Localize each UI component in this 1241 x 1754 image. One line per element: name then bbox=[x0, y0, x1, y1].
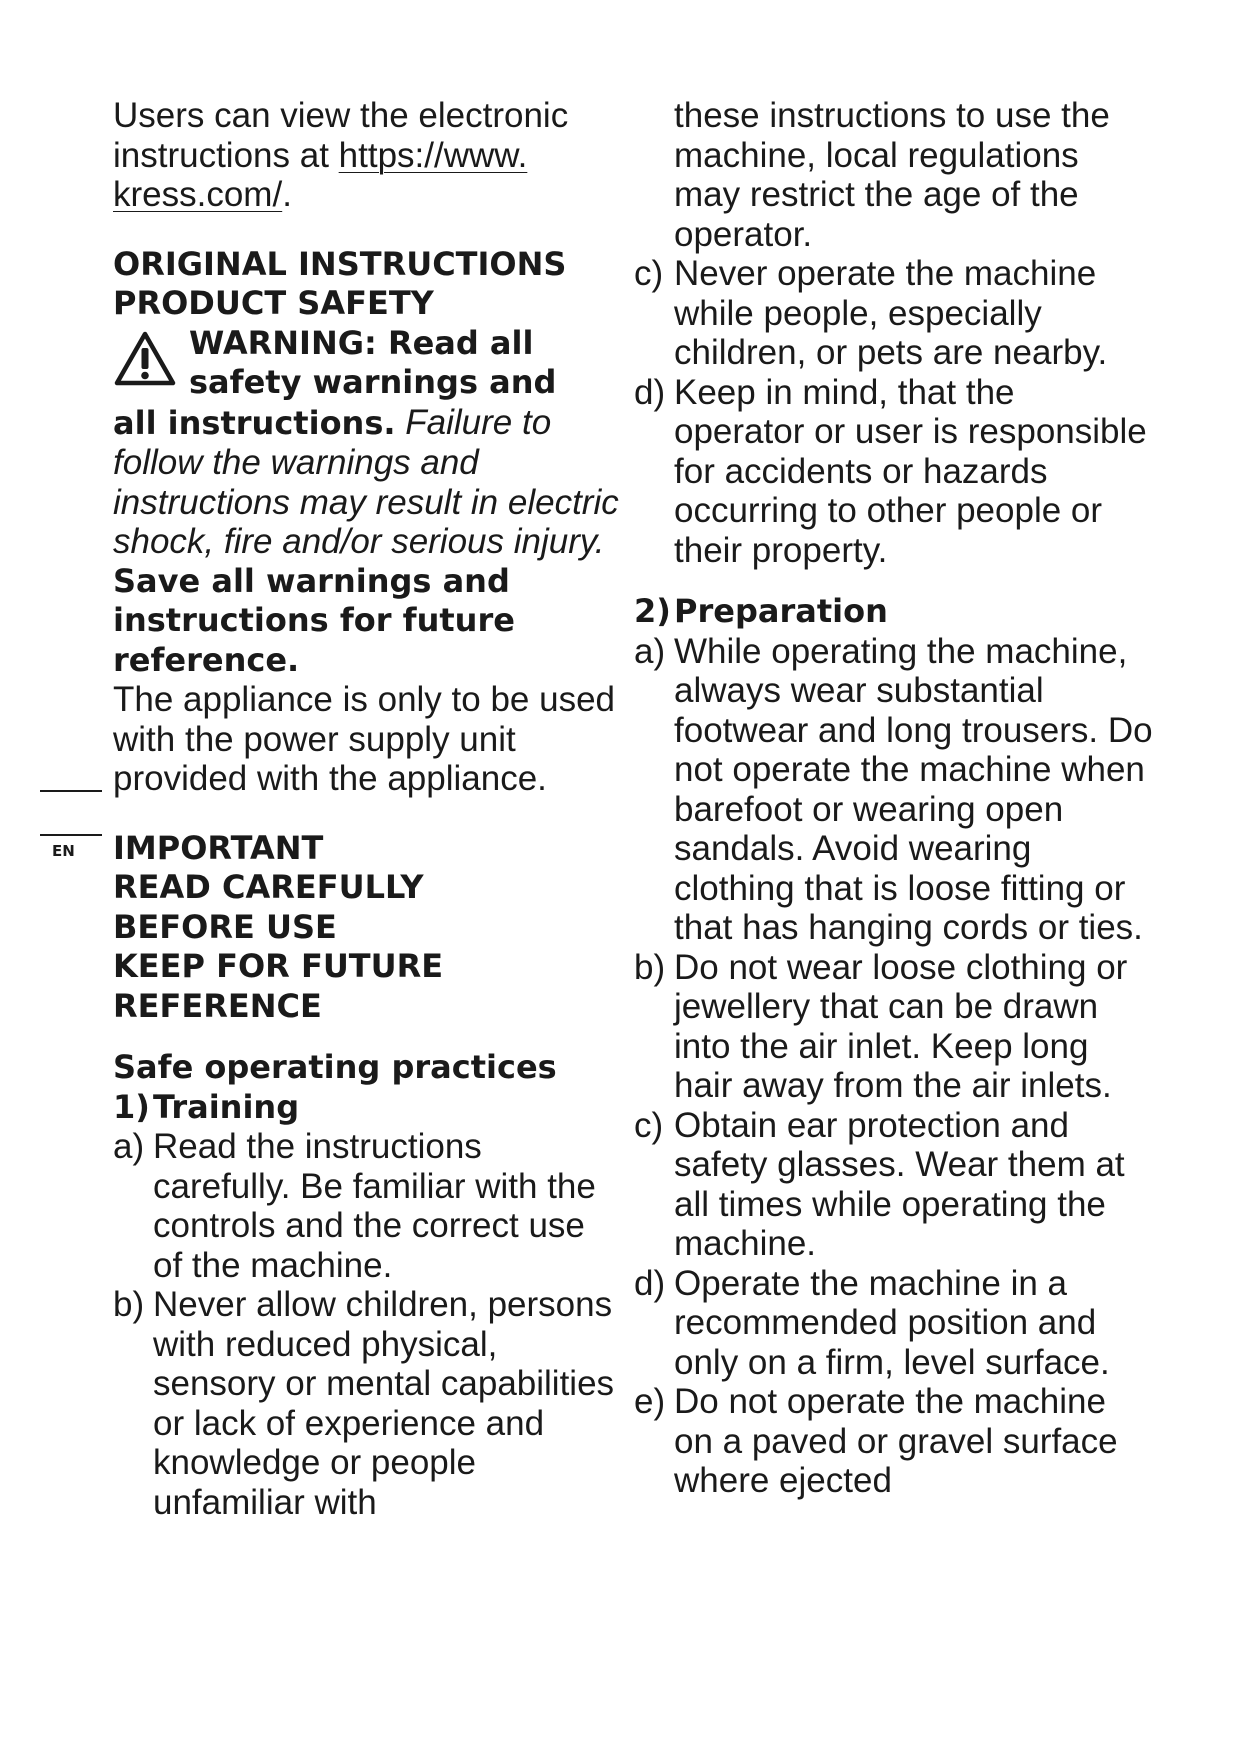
language-tab bbox=[40, 790, 102, 860]
training-heading bbox=[113, 1088, 623, 1128]
list-item-text: Do not wear loose clothing or jewellery that can be drawn into the air inlet. Keep long hair away from the air inlets. bbox=[674, 947, 1128, 1105]
section-title: Safe operating practices bbox=[113, 1048, 557, 1086]
training-title: Training bbox=[153, 1087, 300, 1126]
list-item-text: Operate the machine in a recommended position and only on a firm, level surface. bbox=[674, 1263, 1110, 1382]
appliance-note: The appliance is only to be used with the power supply unit provided with the appliance. bbox=[113, 680, 615, 798]
important-line-2: READ CAREFULLY bbox=[113, 868, 424, 906]
training-number: 1) bbox=[113, 1087, 150, 1126]
preparation-title: Preparation bbox=[674, 592, 888, 630]
list-item-text: Never allow children, persons with reduced physical, sensory or mental capabilities or lack of experience and knowledge or people unfamiliar with bbox=[153, 1285, 615, 1522]
list-item bbox=[634, 1382, 1154, 1501]
list-item-text: Keep in mind, that the operator or user is responsible for accidents or hazards occurring to other people or their property. bbox=[674, 372, 1147, 570]
list-item bbox=[634, 1264, 1154, 1383]
list-marker: c) bbox=[634, 1105, 664, 1145]
intro-paragraph bbox=[113, 96, 623, 215]
warning-line-1: WARNING: Read all bbox=[189, 323, 534, 362]
list-item bbox=[113, 1127, 623, 1285]
list-marker: a) bbox=[113, 1127, 145, 1166]
list-item bbox=[634, 632, 1154, 948]
intro-end: . bbox=[282, 175, 292, 214]
right-column bbox=[634, 96, 1154, 1501]
list-item-text: Obtain ear protection and safety glasses. Wear them at all times while operating the machine. bbox=[674, 1105, 1125, 1263]
preparation-heading bbox=[634, 592, 1154, 632]
list-item-text: Never operate the machine while people, especially children, or pets are nearby. bbox=[674, 254, 1108, 372]
warning-triangle-icon bbox=[113, 330, 177, 388]
list-marker: b) bbox=[113, 1285, 145, 1324]
save-notice: Save all warnings and instructions for future reference. bbox=[113, 561, 515, 679]
list-item-continuation bbox=[634, 96, 1154, 254]
list-item bbox=[113, 1285, 623, 1522]
important-line-4: KEEP FOR FUTURE bbox=[113, 947, 444, 985]
warning-line-3: all instructions. bbox=[113, 403, 396, 442]
manual-link[interactable]: https://www. kress.com/ bbox=[113, 135, 528, 214]
warning-block bbox=[113, 324, 623, 562]
intro-text: Users can view the electronic instructions at bbox=[113, 96, 569, 175]
warning-italic: Failure to follow the warnings and instructions may result in electric shock, fire and/or serious injury. bbox=[113, 402, 619, 561]
list-marker: a) bbox=[634, 631, 666, 671]
heading-original-instructions: ORIGINAL INSTRUCTIONS bbox=[113, 244, 567, 283]
list-item-text: these instructions to use the machine, local regulations may restrict the age of the operator. bbox=[674, 96, 1110, 254]
language-tab-bottom-rule bbox=[40, 834, 102, 836]
list-item-text: Read the instructions carefully. Be familiar with the controls and the correct use of the machine. bbox=[153, 1127, 596, 1285]
list-item-text: Do not operate the machine on a paved or gravel surface where ejected bbox=[674, 1382, 1118, 1500]
language-tab-top-rule bbox=[40, 790, 102, 792]
list-marker: b) bbox=[634, 947, 666, 987]
list-item bbox=[634, 254, 1154, 373]
list-item-text: While operating the machine, always wear substantial footwear and long trousers. Do not operate the machine when barefoot or wearing open sandals. Avoid wearing clothing that is loose fitting or that has hanging cords or ties. bbox=[674, 631, 1153, 947]
important-line-1: IMPORTANT bbox=[113, 828, 324, 867]
warning-text bbox=[113, 403, 623, 562]
important-line-5: REFERENCE bbox=[113, 986, 322, 1025]
list-marker: c) bbox=[634, 254, 664, 293]
language-label: EN bbox=[52, 842, 75, 860]
left-column bbox=[113, 96, 623, 1522]
preparation-number: 2) bbox=[634, 592, 671, 630]
heading-product-safety: PRODUCT SAFETY bbox=[113, 284, 434, 322]
list-item bbox=[634, 1106, 1154, 1264]
list-marker: e) bbox=[634, 1382, 666, 1421]
warning-line-2: safety warnings and bbox=[189, 363, 557, 401]
list-marker: d) bbox=[634, 1263, 666, 1303]
important-line-3: BEFORE USE bbox=[113, 907, 337, 946]
list-item bbox=[634, 373, 1154, 571]
list-marker: d) bbox=[634, 372, 666, 412]
list-item bbox=[634, 948, 1154, 1106]
